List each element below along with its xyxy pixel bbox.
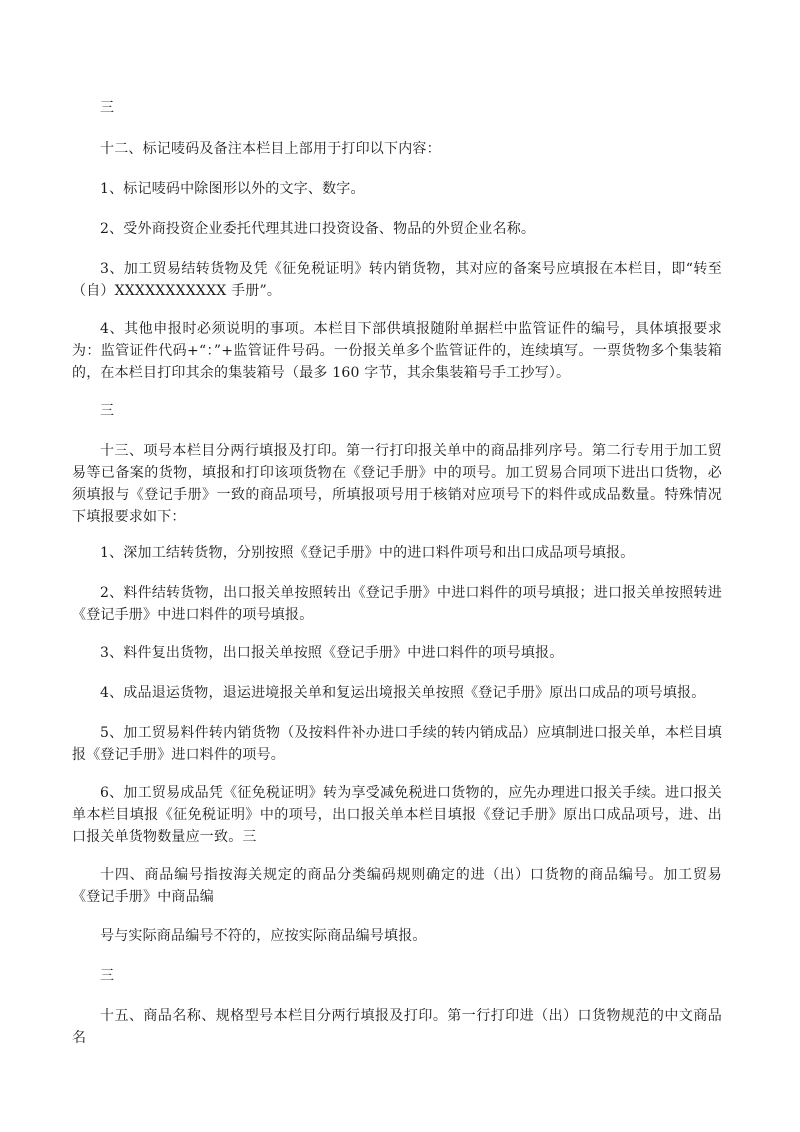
paragraph-15-heading: 十五、商品名称、规格型号本栏目分两行填报及打印。第一行打印进（出）口货物规范的中文商品名 — [72, 1008, 722, 1046]
paragraph-13-item-2: 2、料件结转货物，出口报关单按照转出《登记手册》中进口料件的项号填报；进口报关单按照转进《登记手册》中进口料件的项号填报。 — [72, 585, 722, 623]
paragraph-13-item-4: 4、成品退运货物，退运进境报关单和复运出境报关单按照《登记手册》原出口成品的项号填报。 — [100, 685, 706, 701]
paragraph-12-item-1: 1、标记唛码中除图形以外的文字、数字。 — [100, 181, 365, 197]
paragraph-12-heading: 十二、标记唛码及备注本栏目上部用于打印以下内容： — [100, 141, 441, 157]
paragraph-13-item-1: 1、深加工结转货物，分别按照《登记手册》中的进口料件项号和出口成品项号填报。 — [100, 545, 635, 561]
paragraph-12-item-2: 2、受外商投资企业委托代理其进口投资设备、物品的外贸企业名称。 — [100, 221, 536, 237]
section-marker: 三 — [100, 100, 115, 116]
paragraph-14-heading: 十四、商品编号指按海关规定的商品分类编码规则确定的进（出）口货物的商品编号。加工贸易《登记手册》中商品编 — [72, 867, 722, 905]
paragraph-13-item-5: 5、加工贸易料件转内销货物（及按料件补办进口手续的转内销成品）应填制进口报关单，本栏目填报《登记手册》进口料件的项号。 — [72, 725, 722, 763]
paragraph-13-item-3: 3、料件复出货物，出口报关单按照《登记手册》中进口料件的项号填报。 — [100, 645, 564, 661]
paragraph-13-item-6: 6、加工贸易成品凭《征免税证明》转为享受减免税进口货物的，应先办理进口报关手续。进口报关单本栏目填报《征免税证明》中的项号，出口报关单本栏目填报《登记手册》原出口成品项号，进、出口报关单货物数量应一致。三 — [72, 785, 722, 845]
paragraph-13-heading: 十三、项号本栏目分两行填报及打印。第一行打印报关单中的商品排列序号。第二行专用于加工贸易等已备案的货物，填报和打印该项货物在《登记手册》中的项号。加工贸易合同项下进出口货物，必须填报与《登记手册》一致的商品项号，所填报项号用于核销对应项号下的料件或成品数量。特殊情况下填报要求如下： — [72, 443, 722, 525]
paragraph-12-item-4: 4、其他申报时必须说明的事项。本栏目下部供填报随附单据栏中监管证件的编号，具体填报要求为：监管证件代码+“：”+监管证件号码。一份报关单多个监管证件的，连续填写。一票货物多个集装箱的，在本栏目打印其余的集装箱号（最多 160 字节，其余集装箱号手工抄写）。 — [72, 321, 722, 381]
paragraph-12-item-3: 3、加工贸易结转货物及凭《征免税证明》转内销货物，其对应的备案号应填报在本栏目，即“转至（自）XXXXXXXXXXX 手册”。 — [72, 261, 722, 299]
paragraph-14-continuation: 号与实际商品编号不符的，应按实际商品编号填报。 — [100, 928, 427, 944]
section-marker: 三 — [100, 968, 115, 984]
section-marker: 三 — [100, 403, 115, 419]
